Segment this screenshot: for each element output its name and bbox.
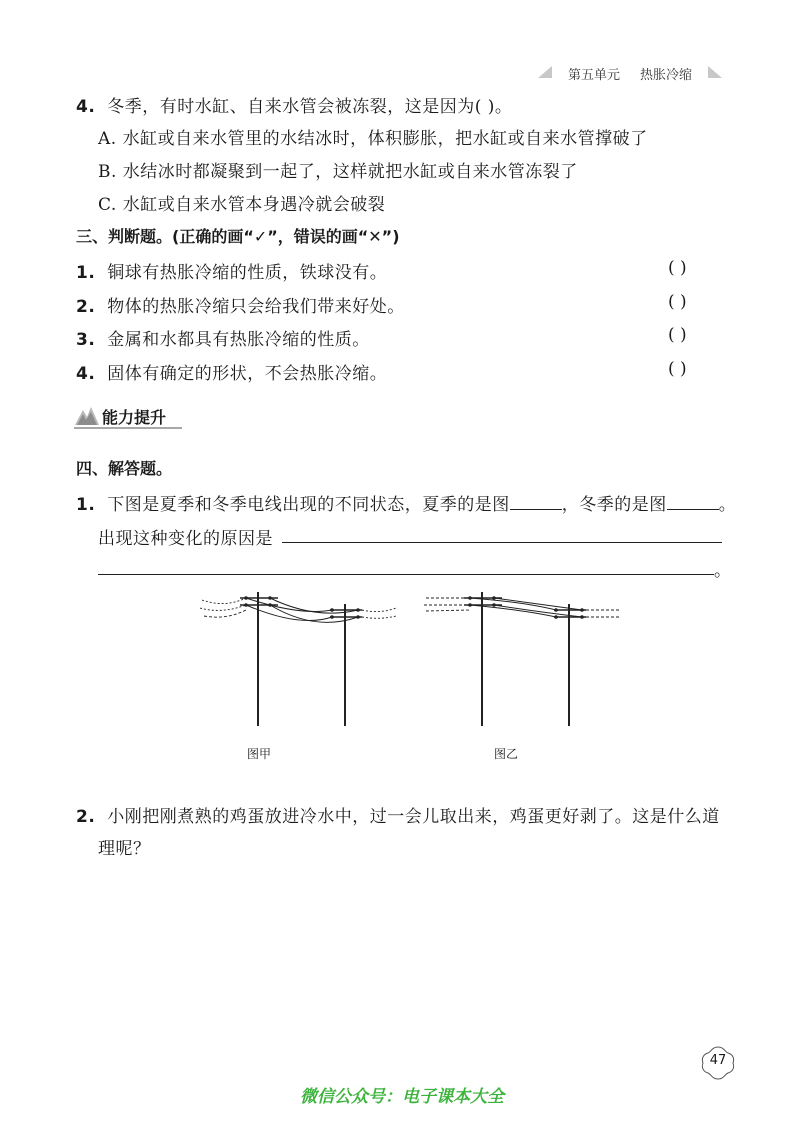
judge-item-3-text: 金属和水都具有热胀冷缩的性质。 — [107, 330, 370, 350]
judge-item-1 — [76, 258, 387, 283]
section-3-title: 三、判断题。(正确的画“✓”，错误的画“✕”) — [76, 227, 400, 246]
question-4 — [76, 92, 512, 117]
ability-banner — [74, 400, 182, 430]
judge-item-1-answer[interactable]: ( ) — [668, 258, 687, 278]
figure-yi-power-lines — [424, 590, 624, 730]
judge-item-2-number: 2. — [76, 297, 96, 317]
section-4-title: 四、解答题。 — [76, 459, 173, 478]
mountain-icon — [74, 404, 100, 426]
answer-q2-line1 — [76, 802, 720, 827]
judge-item-3 — [76, 325, 370, 350]
option-b: B. 水结冰时都凝聚到一起了，这样就把水缸或自来水管冻裂了 — [98, 162, 578, 182]
answer-q2-text-1: 小刚把刚煮熟的鸡蛋放进冷水中，过一会儿取出来，鸡蛋更好剥了。这是什么道 — [107, 807, 720, 827]
ability-title: 能力提升 — [102, 408, 167, 427]
page-number: 47 — [709, 1053, 727, 1068]
header-unit: 第五单元 — [568, 68, 621, 83]
footer-watermark: 微信公众号：电子课本大全 — [300, 1087, 504, 1107]
judge-item-1-number: 1. — [76, 263, 96, 283]
answer-q1-part2: ，冬季的是图 — [561, 495, 667, 515]
answer-q1-number: 1. — [76, 495, 96, 515]
judge-item-4-number: 4. — [76, 364, 96, 384]
option-c: C. 水缸或自来水管本身遇冷就会破裂 — [98, 195, 386, 215]
answer-q1-part1: 下图是夏季和冬季电线出现的不同状态，夏季的是图 — [107, 495, 510, 515]
judge-item-2 — [76, 292, 405, 317]
figure-jia-power-lines — [200, 590, 400, 730]
header-right-triangle — [708, 66, 722, 78]
judge-item-3-number: 3. — [76, 330, 96, 350]
judge-item-2-answer[interactable]: ( ) — [668, 292, 687, 312]
answer-q2-line2: 理呢？ — [98, 839, 151, 859]
option-a: A. 水缸或自来水管里的水结冰时，体积膨胀，把水缸或自来水管撑破了 — [98, 129, 648, 149]
judge-item-2-text: 物体的热胀冷缩只会给我们带来好处。 — [107, 297, 405, 317]
reason-blank-line-1[interactable] — [282, 542, 722, 543]
figure-jia-caption: 图甲 — [247, 747, 272, 761]
reason-blank-line-2[interactable] — [98, 574, 714, 575]
answer-q2-number: 2. — [76, 807, 96, 827]
answer-q1-line1 — [76, 490, 736, 515]
header-left-triangle — [538, 66, 552, 78]
judge-item-4-answer[interactable]: ( ) — [668, 359, 687, 379]
judge-item-3-answer[interactable]: ( ) — [668, 325, 687, 345]
winter-figure-blank[interactable] — [667, 491, 719, 510]
judge-item-1-text: 铜球有热胀冷缩的性质，铁球没有。 — [107, 263, 388, 283]
header-topic: 热胀冷缩 — [640, 68, 693, 83]
answer-q1-reason-label: 出现这种变化的原因是 — [98, 529, 273, 549]
reason-end-mark: 。 — [714, 561, 732, 581]
question-4-number: 4. — [76, 97, 96, 117]
judge-item-4 — [76, 359, 387, 384]
answer-q1-part3: 。 — [718, 495, 737, 515]
ability-underline — [74, 427, 182, 429]
question-4-text: 冬季，有时水缸、自来水管会被冻裂，这是因为( )。 — [107, 97, 513, 117]
summer-figure-blank[interactable] — [510, 491, 562, 510]
figure-yi-caption: 图乙 — [494, 747, 519, 761]
judge-item-4-text: 固体有确定的形状，不会热胀冷缩。 — [107, 364, 388, 384]
